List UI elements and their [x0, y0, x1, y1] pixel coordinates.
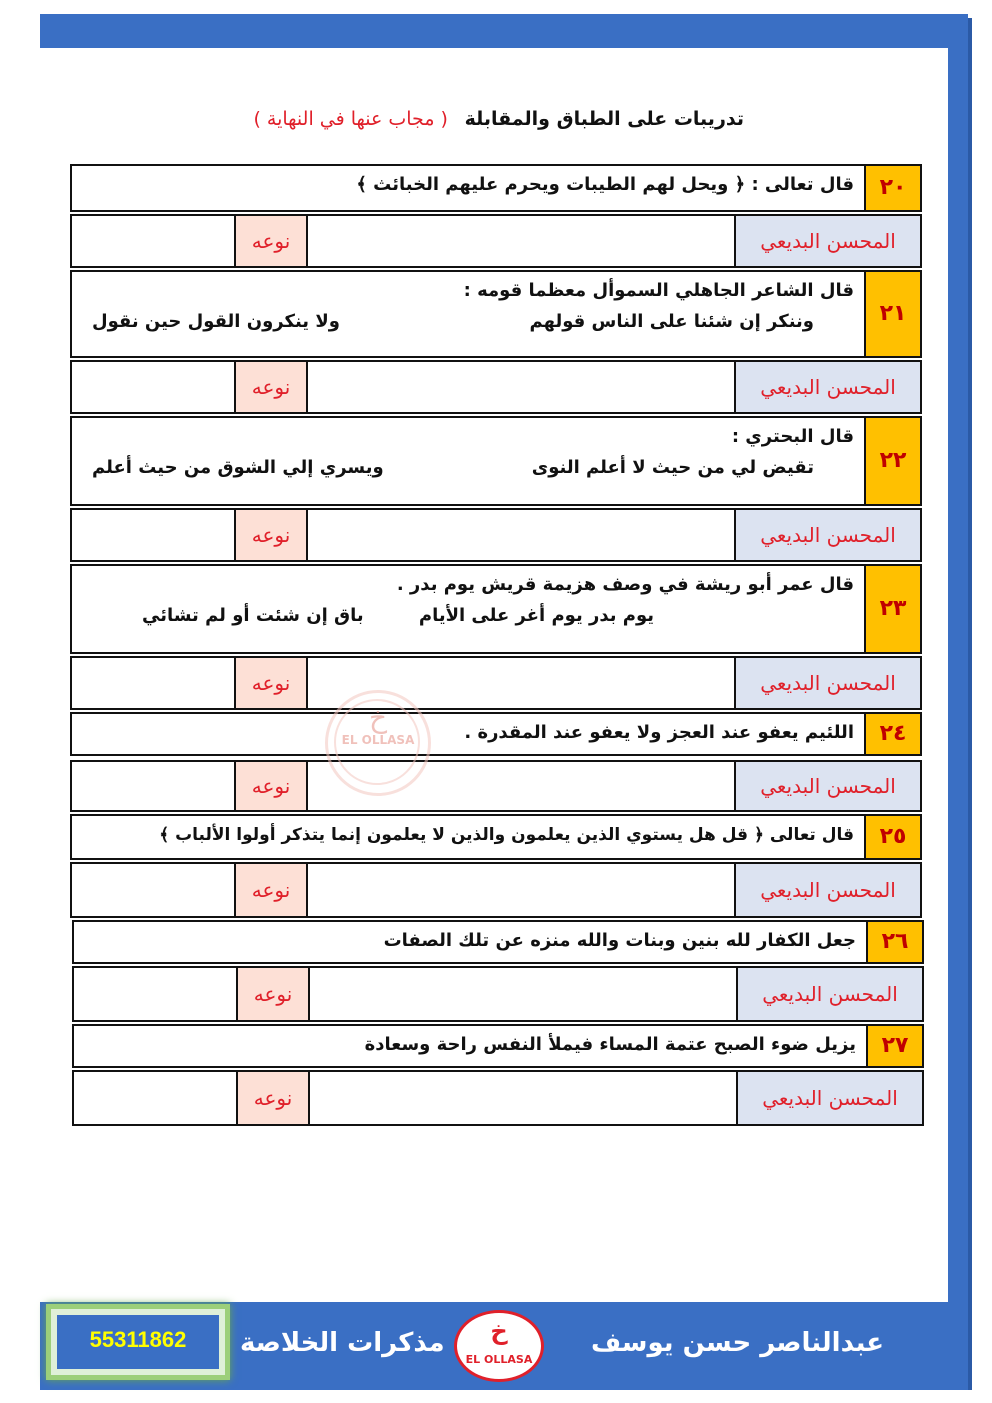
question-row-25	[70, 814, 922, 860]
device-answer-field[interactable]	[306, 216, 734, 266]
verse-second-half: ويسري إلي الشوق من حيث أعلم	[92, 457, 384, 478]
question-text	[72, 566, 864, 652]
question-number: ٢٤	[864, 714, 920, 754]
question-line: قال تعالى ﴿ قل هل يستوي الذين يعلمون والذين لا يعلمون إنما يتذكر أولوا الألباب ﴾	[159, 825, 854, 845]
answer-row-22	[70, 508, 922, 562]
type-answer-field[interactable]	[72, 658, 234, 708]
type-answer-field[interactable]	[74, 1072, 236, 1124]
type-answer-field[interactable]	[72, 362, 234, 412]
title-subtitle: ( مجاب عنها في النهاية )	[253, 108, 448, 130]
logo-text: EL OLLASA	[465, 1353, 533, 1366]
question-text	[72, 714, 864, 754]
watermark-logo	[325, 690, 431, 796]
poem-verse	[82, 311, 854, 332]
question-row-22	[70, 416, 922, 506]
question-row-21	[70, 270, 922, 358]
question-number: ٢١	[864, 272, 920, 356]
type-label: نوعه	[234, 362, 306, 412]
question-row-23	[70, 564, 922, 654]
type-label: نوعه	[234, 658, 306, 708]
device-answer-field[interactable]	[306, 362, 734, 412]
device-label: المحسن البديعي	[734, 216, 920, 266]
verse-first-half: وننكر إن شئنا على الناس قولهم	[529, 311, 814, 332]
question-number: ٢٠	[864, 166, 920, 210]
title-main: تدريبات على الطباق والمقابلة	[464, 108, 744, 130]
page-title	[200, 108, 744, 140]
device-label: المحسن البديعي	[734, 510, 920, 560]
question-number: ٢٢	[864, 418, 920, 504]
question-text	[74, 922, 866, 962]
answer-row-21	[70, 360, 922, 414]
verse-second-half: باق إن شئت أو لم تشائي	[142, 605, 364, 626]
device-label: المحسن البديعي	[734, 362, 920, 412]
question-line: قال البحتري :	[731, 426, 854, 447]
type-label: نوعه	[236, 968, 308, 1020]
poem-verse	[82, 605, 854, 626]
device-label: المحسن البديعي	[734, 658, 920, 708]
watermark-glyph: خ	[368, 701, 388, 734]
type-label: نوعه	[236, 1072, 308, 1124]
device-label: المحسن البديعي	[734, 864, 920, 916]
footer-brand: مذكرات الخلاصة	[240, 1328, 445, 1358]
type-label: نوعه	[234, 762, 306, 810]
verse-first-half: يوم بدر يوم أغر على الأيام	[418, 605, 654, 626]
device-answer-field[interactable]	[308, 968, 736, 1020]
type-label: نوعه	[234, 216, 306, 266]
footer-author: عبدالناصر حسن يوسف	[590, 1328, 884, 1358]
verse-first-half: تقيض لي من حيث لا أعلم النوى	[531, 457, 814, 478]
phone-number: 55311862	[57, 1315, 219, 1369]
device-label: المحسن البديعي	[734, 762, 920, 810]
type-label: نوعه	[234, 510, 306, 560]
question-row-26	[72, 920, 924, 964]
question-text	[72, 418, 864, 504]
logo-glyph: خ	[490, 1317, 508, 1345]
phone-badge	[46, 1304, 230, 1380]
question-line: اللئيم يعفو عند العجز ولا يعفو عند المقدرة .	[464, 722, 854, 743]
question-text	[72, 272, 864, 356]
question-line: جعل الكفار لله بنين وبنات والله منزه عن تلك الصفات	[383, 930, 856, 951]
footer-logo	[454, 1310, 544, 1382]
question-line: يزيل ضوء الصبح عتمة المساء فيملأ النفس راحة وسعادة	[364, 1034, 856, 1055]
question-number: ٢٧	[866, 1026, 922, 1066]
type-answer-field[interactable]	[72, 864, 234, 916]
type-answer-field[interactable]	[72, 510, 234, 560]
question-line: قال الشاعر الجاهلي السموأل معظما قومه :	[463, 280, 854, 301]
question-number: ٢٦	[866, 922, 922, 962]
device-label: المحسن البديعي	[736, 1072, 922, 1124]
question-text	[72, 166, 864, 210]
answer-row-23	[70, 656, 922, 710]
question-line: قال عمر أبو ريشة في وصف هزيمة قريش يوم بدر .	[396, 574, 854, 595]
device-answer-field[interactable]	[308, 1072, 736, 1124]
footer-bar	[40, 1302, 968, 1390]
type-answer-field[interactable]	[74, 968, 236, 1020]
type-answer-field[interactable]	[72, 216, 234, 266]
answer-row-26	[72, 966, 924, 1022]
device-label: المحسن البديعي	[736, 968, 922, 1020]
answer-row-24	[70, 760, 922, 812]
watermark-text: EL OLLASA	[341, 733, 415, 747]
answer-row-27	[72, 1070, 924, 1126]
verse-second-half: ولا ينكرون القول حين نقول	[92, 311, 340, 332]
page-frame-shadow	[968, 18, 972, 1390]
question-text	[72, 816, 864, 858]
question-row-24	[70, 712, 922, 756]
question-row-20	[70, 164, 922, 212]
page-frame-top	[40, 14, 968, 48]
question-number: ٢٥	[864, 816, 920, 858]
device-answer-field[interactable]	[306, 510, 734, 560]
poem-verse	[82, 457, 854, 478]
answer-row-25	[70, 862, 922, 918]
question-row-27	[72, 1024, 924, 1068]
answer-row-20	[70, 214, 922, 268]
question-number: ٢٣	[864, 566, 920, 652]
question-text	[74, 1026, 866, 1066]
type-label: نوعه	[234, 864, 306, 916]
question-line: قال تعالى : ﴿ ويحل لهم الطيبات ويحرم عليهم الخبائث ﴾	[356, 174, 854, 195]
device-answer-field[interactable]	[306, 864, 734, 916]
type-answer-field[interactable]	[72, 762, 234, 810]
